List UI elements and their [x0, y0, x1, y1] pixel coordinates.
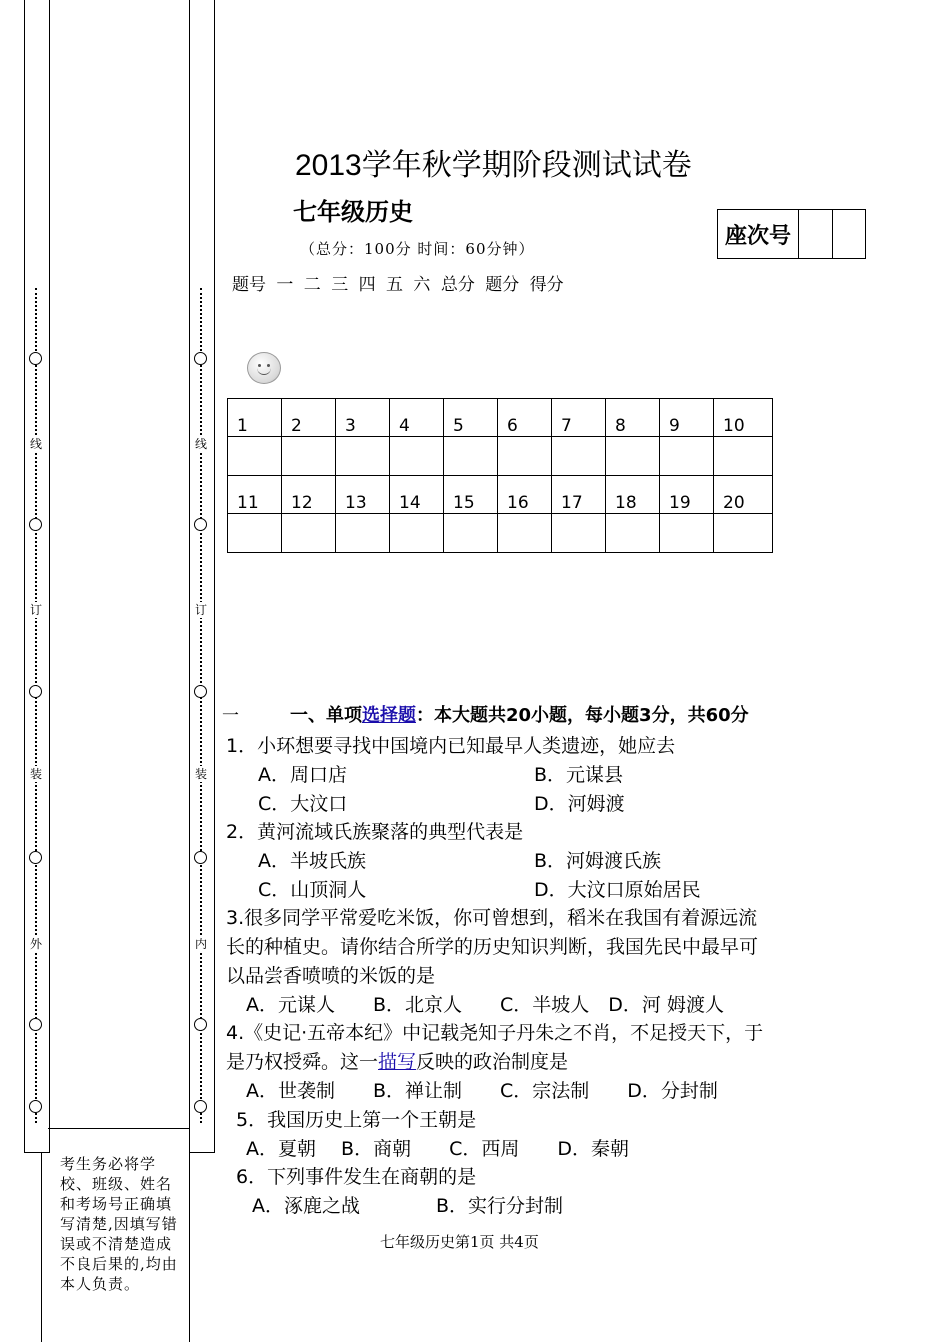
question-6-options: A．涿鹿之战 B．实行分封制	[252, 1195, 564, 1217]
binding-hole	[194, 1100, 207, 1113]
binding-hole	[194, 352, 207, 365]
answer-cell[interactable]	[228, 514, 282, 553]
answer-grid-number: 2	[282, 399, 336, 437]
binding-char: 装	[194, 767, 207, 781]
exam-title: 2013学年秋学期阶段测试试卷	[295, 149, 692, 182]
answer-cell[interactable]	[282, 437, 336, 476]
answer-grid-number: 12	[282, 476, 336, 514]
page-footer: 七年级历史第1页 共4页	[380, 1233, 539, 1251]
answer-grid-number: 5	[444, 399, 498, 437]
option-1d: D．河姆渡	[534, 793, 625, 815]
answer-cell[interactable]	[552, 437, 606, 476]
section-heading	[290, 701, 749, 727]
question-5-options: A．夏朝 B．商朝 C．西周 D．秦朝	[246, 1138, 629, 1160]
answer-grid-number: 3	[336, 399, 390, 437]
binding-hole	[29, 1100, 42, 1113]
answer-grid-number: 15	[444, 476, 498, 514]
question-5: 5．我国历史上第一个王朝是	[236, 1109, 477, 1131]
section-heading-link[interactable]: 选择题	[362, 705, 416, 726]
binding-char: 装	[29, 767, 42, 781]
question-2: 2．黄河流域氏族聚落的典型代表是	[226, 821, 524, 843]
binding-char: 线	[29, 437, 42, 451]
question-3-line-2: 长的种植史。请你结合所学的历史知识判断，我国先民中最早可	[226, 936, 759, 958]
answer-cell[interactable]	[390, 437, 444, 476]
binding-hole	[29, 851, 42, 864]
answer-grid-number: 1	[228, 399, 282, 437]
binding-hole	[29, 518, 42, 531]
answer-grid-answer-row	[228, 437, 773, 476]
smiley-icon	[247, 352, 281, 384]
binding-char: 订	[194, 603, 207, 617]
question-4-line-1: 4.《史记·五帝本纪》中记载尧知子丹朱之不肖，不足授天下，于	[226, 1022, 764, 1044]
binding-hole	[194, 685, 207, 698]
option-1b: B．元谋县	[534, 764, 624, 786]
answer-grid-header-row	[228, 399, 773, 437]
score-header-row: 题号 一 二 三 四 五 六 总分 题分 得分	[232, 275, 564, 295]
answer-grid-number: 9	[660, 399, 714, 437]
answer-grid-number: 17	[552, 476, 606, 514]
question-1: 1．小环想要寻找中国境内已知最早人类遗迹，她应去	[226, 735, 676, 757]
note-border-right	[189, 1152, 190, 1342]
answer-cell[interactable]	[606, 437, 660, 476]
question-3-line-1: 3.很多同学平常爱吃米饭，你可曾想到，稻米在我国有着源远流	[226, 907, 758, 929]
answer-grid-number: 7	[552, 399, 606, 437]
binding-hole	[29, 685, 42, 698]
answer-cell[interactable]	[714, 437, 773, 476]
answer-cell[interactable]	[660, 437, 714, 476]
option-2a: A．半坡氏族	[258, 850, 366, 872]
binding-char: 外	[29, 937, 42, 951]
answer-cell[interactable]	[336, 437, 390, 476]
answer-cell[interactable]	[228, 437, 282, 476]
question-6: 6．下列事件发生在商朝的是	[236, 1166, 477, 1188]
binding-hole	[194, 518, 207, 531]
option-2b: B．河姆渡氏族	[534, 850, 662, 872]
seat-number-box	[717, 209, 866, 259]
answer-grid-number: 6	[498, 399, 552, 437]
option-2d: D．大汶口原始居民	[534, 879, 701, 901]
answer-grid-number: 8	[606, 399, 660, 437]
binding-hole	[29, 352, 42, 365]
question-4-line-2	[226, 1047, 568, 1074]
answer-grid-number: 20	[714, 476, 773, 514]
answer-grid-header-row	[228, 476, 773, 514]
answer-grid-number: 4	[390, 399, 444, 437]
answer-cell[interactable]	[444, 514, 498, 553]
option-2c: C．山顶洞人	[258, 879, 367, 901]
option-1c: C．大汶口	[258, 793, 348, 815]
answer-grid-number: 19	[660, 476, 714, 514]
answer-cell[interactable]	[552, 514, 606, 553]
section-marker: 一	[222, 706, 239, 726]
seat-number-field[interactable]	[799, 210, 833, 258]
note-border-left	[41, 1152, 42, 1342]
answer-grid-number: 13	[336, 476, 390, 514]
exam-meta: （总分：100分 时间：60分钟）	[300, 240, 535, 258]
question-4-options: A．世袭制 B．禅让制 C．宗法制 D．分封制	[246, 1080, 718, 1102]
binding-dotted-line-outer	[35, 288, 39, 1123]
binding-char: 线	[194, 437, 207, 451]
answer-grid-number: 18	[606, 476, 660, 514]
binding-char: 内	[194, 937, 207, 951]
section-heading-post: ：本大题共20小题，每小题3分，共60分	[416, 705, 749, 726]
exam-subject: 七年级历史	[293, 198, 413, 226]
binding-char: 订	[29, 603, 42, 617]
section-heading-pre: 一、单项	[290, 705, 362, 726]
question-4-text: 是乃权授舜。这一	[226, 1051, 379, 1073]
answer-cell[interactable]	[498, 514, 552, 553]
answer-cell[interactable]	[498, 437, 552, 476]
seat-number-field[interactable]	[833, 210, 866, 258]
candidate-notice: 考生务必将学校、班级、姓名和考场号正确填写清楚,因填写错误或不清楚造成不良后果的,均由本人负责。	[60, 1155, 178, 1293]
answer-cell[interactable]	[660, 514, 714, 553]
answer-cell[interactable]	[714, 514, 773, 553]
answer-grid-number: 10	[714, 399, 773, 437]
answer-cell[interactable]	[606, 514, 660, 553]
binding-hole	[29, 1018, 42, 1031]
answer-cell[interactable]	[390, 514, 444, 553]
note-border-top	[48, 1128, 189, 1129]
binding-hole	[194, 1018, 207, 1031]
answer-grid-number: 11	[228, 476, 282, 514]
question-3-line-3: 以品尝香喷喷的米饭的是	[226, 965, 436, 987]
answer-grid-number: 16	[498, 476, 552, 514]
answer-cell[interactable]	[444, 437, 498, 476]
option-1a: A．周口店	[258, 764, 347, 786]
question-3-options: A．元谋人 B．北京人 C．半坡人 D．河 姆渡人	[246, 994, 724, 1016]
question-4-text: 反映的政治制度是	[416, 1051, 569, 1073]
answer-grid	[227, 398, 773, 553]
answer-grid-answer-row	[228, 514, 773, 553]
answer-grid-number: 14	[390, 476, 444, 514]
binding-dotted-line-inner	[200, 288, 204, 1123]
seat-number-label: 座次号	[718, 210, 799, 258]
binding-hole	[194, 851, 207, 864]
answer-cell[interactable]	[282, 514, 336, 553]
answer-cell[interactable]	[336, 514, 390, 553]
question-4-link[interactable]: 描写	[378, 1051, 417, 1073]
